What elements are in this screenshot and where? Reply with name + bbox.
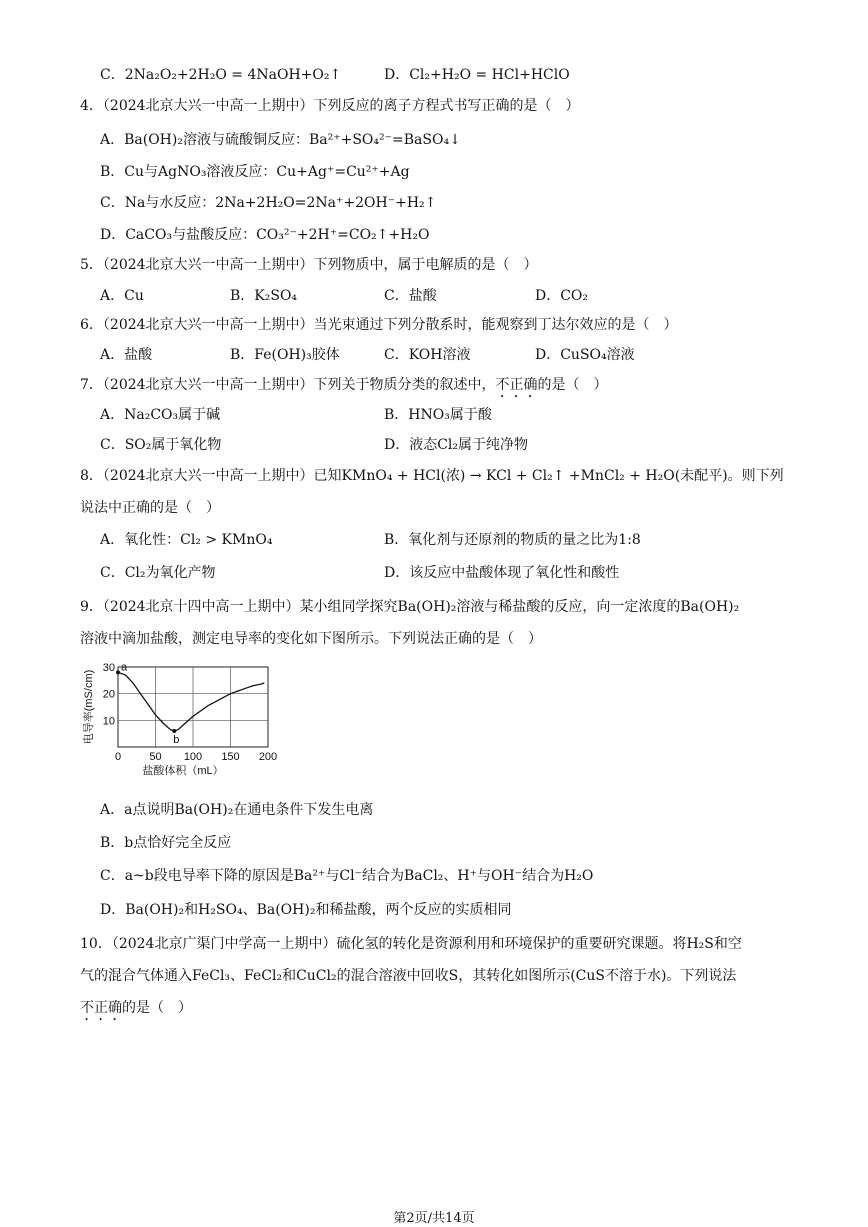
q4-stem: 4．（2024北京大兴一中高一上期中）下列反应的离子方程式书写正确的是（ ） xyxy=(80,98,580,114)
q6-option-d: D．CuSO₄溶液 xyxy=(535,347,635,363)
q8-stem: 8．（2024北京大兴一中高一上期中）已知KMnO₄ + HCl(浓) → KCl + Cl₂↑ +MnCl₂ + H₂O(未配平)。则下列 xyxy=(80,468,784,484)
q7-option-a: A．Na₂CO₃属于碱 xyxy=(100,407,221,423)
series-line xyxy=(118,672,264,731)
x-tick-label: 50 xyxy=(149,751,162,763)
q4-option-c: C．Na与水反应：2Na+2H₂O=2Na⁺+2OH⁻+H₂↑ xyxy=(100,195,437,211)
x-tick-label: 150 xyxy=(221,751,240,763)
q6-option-c: C．KOH溶液 xyxy=(384,347,471,363)
q6-option-b: B．Fe(OH)₃胶体 xyxy=(230,347,340,363)
q4-option-b: B．Cu与AgNO₃溶液反应：Cu+Ag⁺=Cu²⁺+Ag xyxy=(100,164,410,180)
q5-stem: 5．（2024北京大兴一中高一上期中）下列物质中，属于电解质的是（ ） xyxy=(80,257,538,273)
x-tick-label: 200 xyxy=(258,751,278,763)
q9-stem-line2: 溶液中滴加盐酸，测定电导率的变化如下图所示。下列说法正确的是（ ） xyxy=(80,631,542,647)
y-tick-label: 30 xyxy=(102,662,115,674)
q8-option-b: B．氧化剂与还原剂的物质的量之比为1:8 xyxy=(384,532,641,548)
q8-stem-line2: 说法中正确的是（ ） xyxy=(80,500,220,516)
q10-emphasis: 不正确 xyxy=(80,1000,122,1016)
q9-option-d: D．Ba(OH)₂和H₂SO₄、Ba(OH)₂和稀盐酸，两个反应的实质相同 xyxy=(100,902,512,918)
point-a xyxy=(116,670,120,674)
q4-option-a: A．Ba(OH)₂溶液与硫酸铜反应：Ba²⁺+SO₄²⁻=BaSO₄↓ xyxy=(100,132,461,148)
q7-option-b: B．HNO₃属于酸 xyxy=(384,407,492,423)
q8-option-d: D．该反应中盐酸体现了氧化性和酸性 xyxy=(384,565,620,581)
conductivity-chart xyxy=(80,655,290,785)
x-tick-label: 0 xyxy=(114,751,122,763)
q9-option-a: A．a点说明Ba(OH)₂在通电条件下发生电离 xyxy=(100,802,374,818)
q3-option-d: D．Cl₂+H₂O = HCl+HClO xyxy=(384,67,570,83)
q5-option-a: A．Cu xyxy=(100,288,144,304)
q8-option-a: A．氧化性：Cl₂ > KMnO₄ xyxy=(100,532,273,548)
page-footer: 第2页/共14页 xyxy=(393,1211,475,1226)
q10-stem-end: 的是（ ） xyxy=(122,1000,192,1016)
x-axis-label: 盐酸体积（mL） xyxy=(142,765,224,777)
q7-stem xyxy=(80,376,608,401)
y-tick-label: 10 xyxy=(102,715,115,728)
q7-option-d: D．液态Cl₂属于纯净物 xyxy=(384,437,529,453)
point-label-a: a xyxy=(121,661,128,674)
q3-option-c: C．2Na₂O₂+2H₂O = 4NaOH+O₂↑ xyxy=(100,67,342,83)
q6-option-a: A．盐酸 xyxy=(100,347,153,363)
q10-stem-line3 xyxy=(80,999,192,1024)
q9-option-b: B．b点恰好完全反应 xyxy=(100,835,232,851)
y-axis-label: 电导率(mS/cm) xyxy=(83,669,95,745)
q10-stem: 10．（2024北京广渠门中学高一上期中）硫化氢的转化是资源利用和环境保护的重要研究课题。将H₂S和空 xyxy=(80,936,742,952)
q7-stem-end: 的是（ ） xyxy=(537,377,608,393)
q7-option-c: C．SO₂属于氧化物 xyxy=(100,437,222,453)
q5-option-d: D．CO₂ xyxy=(535,288,589,304)
q7-emphasis: 不正确 xyxy=(495,377,538,393)
q6-stem: 6．（2024北京大兴一中高一上期中）当光束通过下列分散系时，能观察到丁达尔效应的是（ ） xyxy=(80,317,678,333)
x-tick-label: 100 xyxy=(183,751,203,763)
q5-option-b: B．K₂SO₄ xyxy=(230,288,298,304)
q5-option-c: C．盐酸 xyxy=(384,288,437,304)
q7-stem-text: 7．（2024北京大兴一中高一上期中）下列关于物质分类的叙述中， xyxy=(80,377,496,393)
y-tick-label: 20 xyxy=(102,688,115,701)
q10-stem-line2: 气的混合气体通入FeCl₃、FeCl₂和CuCl₂的混合溶液中回收S，其转化如图所示(CuS不溶于水)。下列说法 xyxy=(80,968,737,984)
point-b xyxy=(172,729,176,733)
q9-stem: 9．（2024北京十四中高一上期中）某小组同学探究Ba(OH)₂溶液与稀盐酸的反应，向一定浓度的Ba(OH)₂ xyxy=(80,599,740,615)
q9-option-c: C．a~b段电导率下降的原因是Ba²⁺与Cl⁻结合为BaCl₂、H⁺与OH⁻结合为H₂O xyxy=(100,868,594,884)
q8-option-c: C．Cl₂为氧化产物 xyxy=(100,565,216,581)
point-label-b: b xyxy=(173,734,180,746)
q4-option-d: D．CaCO₃与盐酸反应：CO₃²⁻+2H⁺=CO₂↑+H₂O xyxy=(100,227,430,243)
